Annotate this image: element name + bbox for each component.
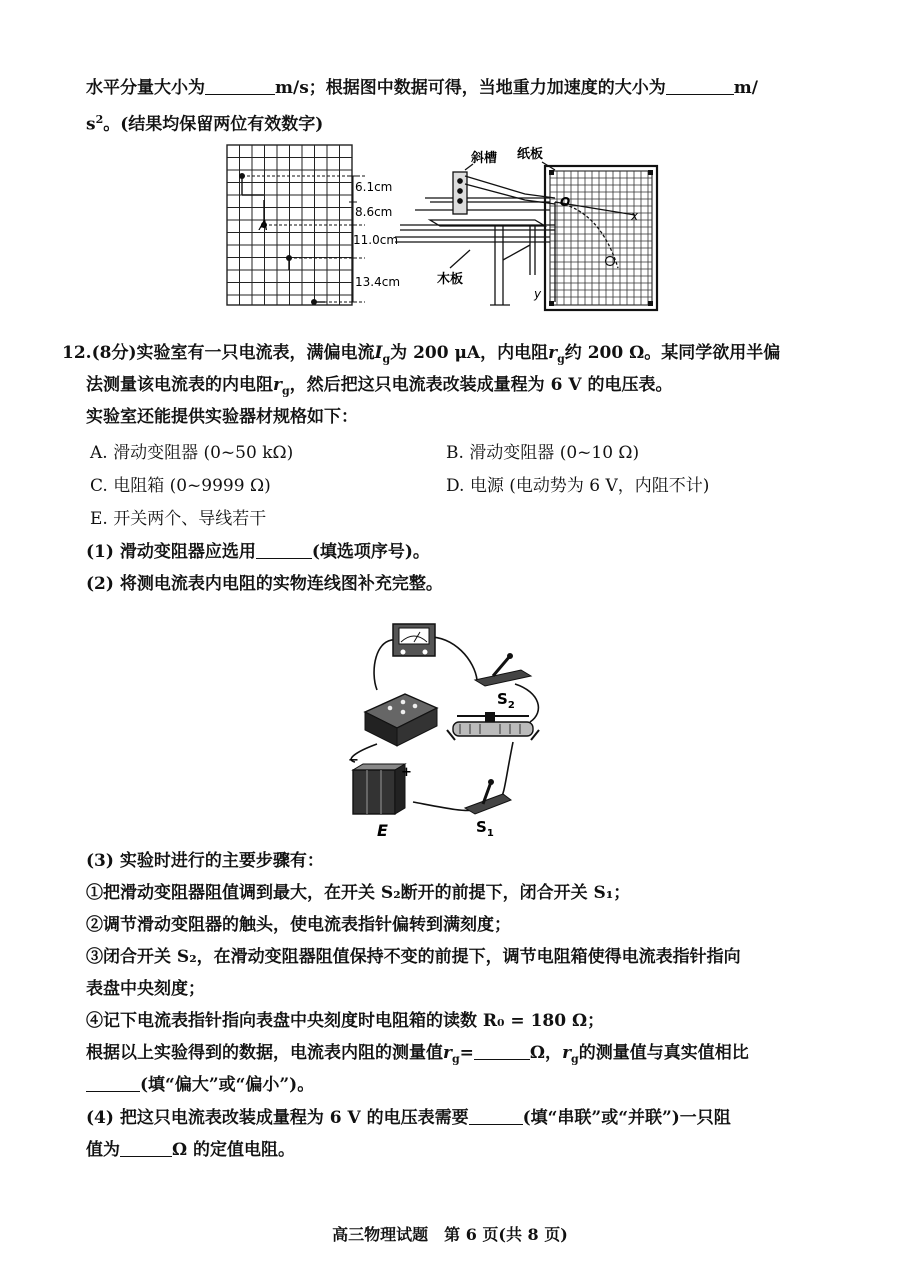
origin-label: O — [560, 195, 571, 209]
battery-e-label: E — [377, 821, 388, 840]
option-a: A. 滑动变阻器 (0~50 kΩ) — [90, 443, 294, 463]
x-axis-label: x — [631, 209, 639, 223]
distance-label-2: 8.6cm — [355, 205, 393, 219]
q11-line-1: 水平分量大小为 m/s；根据图中数据可得，当地重力加速度的大小为 m/ — [86, 78, 758, 98]
q12-line-2: 法测量该电流表的内电阻$r_g$，然后把这只电流表改装成量程为 6 V 的电压表。 — [86, 375, 673, 398]
q11-line-2: $s^2$。(结果均保留两位有效数字) — [86, 113, 324, 135]
step-3: ③闭合开关 S₂，在滑动变阻器阻值保持不变的前提下，调节电阻箱使得电流表指针指向 — [86, 947, 741, 967]
switch-s2-icon — [475, 653, 531, 686]
answer-blank[interactable] — [205, 76, 275, 95]
circuit-svg — [335, 612, 555, 844]
answer-blank[interactable] — [474, 1041, 530, 1060]
step-2: ②调节滑动变阻器的触头，使电流表指针偏转到满刻度； — [86, 915, 511, 935]
answer-blank[interactable] — [256, 540, 312, 559]
switch-s1-icon — [465, 779, 511, 814]
q12-sub-4: (4) 把这只电流表改装成量程为 6 V 的电压表需要 (填“串联”或“并联”)一只阻 — [86, 1108, 731, 1128]
step-1: ①把滑动变阻器阻值调到最大，在开关 S₂断开的前提下，闭合开关 S₁； — [86, 883, 631, 903]
q12-sub-1: (1) 滑动变阻器应选用 (填选项序号)。 — [86, 542, 430, 562]
ammeter-icon — [393, 624, 435, 656]
projectile-figure — [225, 140, 670, 316]
paper-grid — [550, 171, 652, 305]
result-line-2: (填“偏大”或“偏小”)。 — [86, 1073, 314, 1097]
answer-blank[interactable] — [666, 76, 734, 95]
apparatus-drawing — [395, 162, 657, 310]
board-pins — [549, 170, 653, 306]
option-e: E. 开关两个、导线若干 — [90, 509, 267, 529]
woodboard-label: 木板 — [437, 272, 464, 287]
distance-label-3: 11.0cm — [353, 233, 399, 247]
projectile-svg — [225, 140, 670, 312]
s1-label: $S_1$ — [476, 818, 494, 839]
option-b: B. 滑动变阻器 (0~10 Ω) — [446, 443, 640, 463]
paperboard-label: 纸板 — [517, 147, 544, 162]
result-line-1: 根据以上实验得到的数据，电流表内阻的测量值$r_g= \Omega$，$r_g$的测量值与真实值相比 — [86, 1043, 749, 1066]
distance-label-4: 13.4cm — [355, 275, 401, 289]
option-c: C. 电阻箱 (0~9999 Ω) — [90, 476, 271, 496]
point-label-a: A — [259, 219, 268, 234]
option-d: D. 电源 (电动势为 6 V，内阻不计) — [446, 476, 710, 496]
s2-label: $S_2$ — [497, 690, 515, 711]
q12-line-3: 实验室还能提供实验器材规格如下： — [86, 407, 358, 427]
resistance-box-icon — [365, 694, 437, 746]
answer-blank[interactable] — [120, 1138, 172, 1157]
chute-label: 斜槽 — [471, 151, 498, 166]
q12-sub-4-cont: 值为 Ω 的定值电阻。 — [86, 1140, 296, 1160]
step-4: ④记下电流表指针指向表盘中央刻度时电阻箱的读数 R₀ = 180 Ω； — [86, 1011, 605, 1031]
answer-blank[interactable] — [469, 1106, 523, 1125]
circuit-figure — [335, 612, 555, 848]
battery-plus-label: + — [401, 765, 412, 780]
battery-icon — [353, 764, 405, 814]
page-footer: 高三物理试题 第 6 页(共 8 页) — [332, 1225, 568, 1244]
battery-minus-label: − — [348, 753, 359, 768]
step-3-cont: 表盘中央刻度； — [86, 979, 205, 999]
answer-blank[interactable] — [86, 1073, 140, 1092]
rheostat-icon — [447, 712, 539, 740]
q12-sub-3: (3) 实验时进行的主要步骤有： — [86, 851, 324, 871]
distance-label-1: 6.1cm — [355, 180, 393, 194]
q12-line-1: 12.(8分)实验室有一只电流表，满偏电流$I_g$为 200 μA，内电阻$r_g$约 200 Ω。某同学欲用半偏 — [62, 343, 781, 366]
y-axis-label: y — [534, 287, 542, 301]
q12-sub-2: (2) 将测电流表内电阻的实物连线图补充完整。 — [86, 574, 443, 594]
board-axes — [555, 202, 635, 302]
